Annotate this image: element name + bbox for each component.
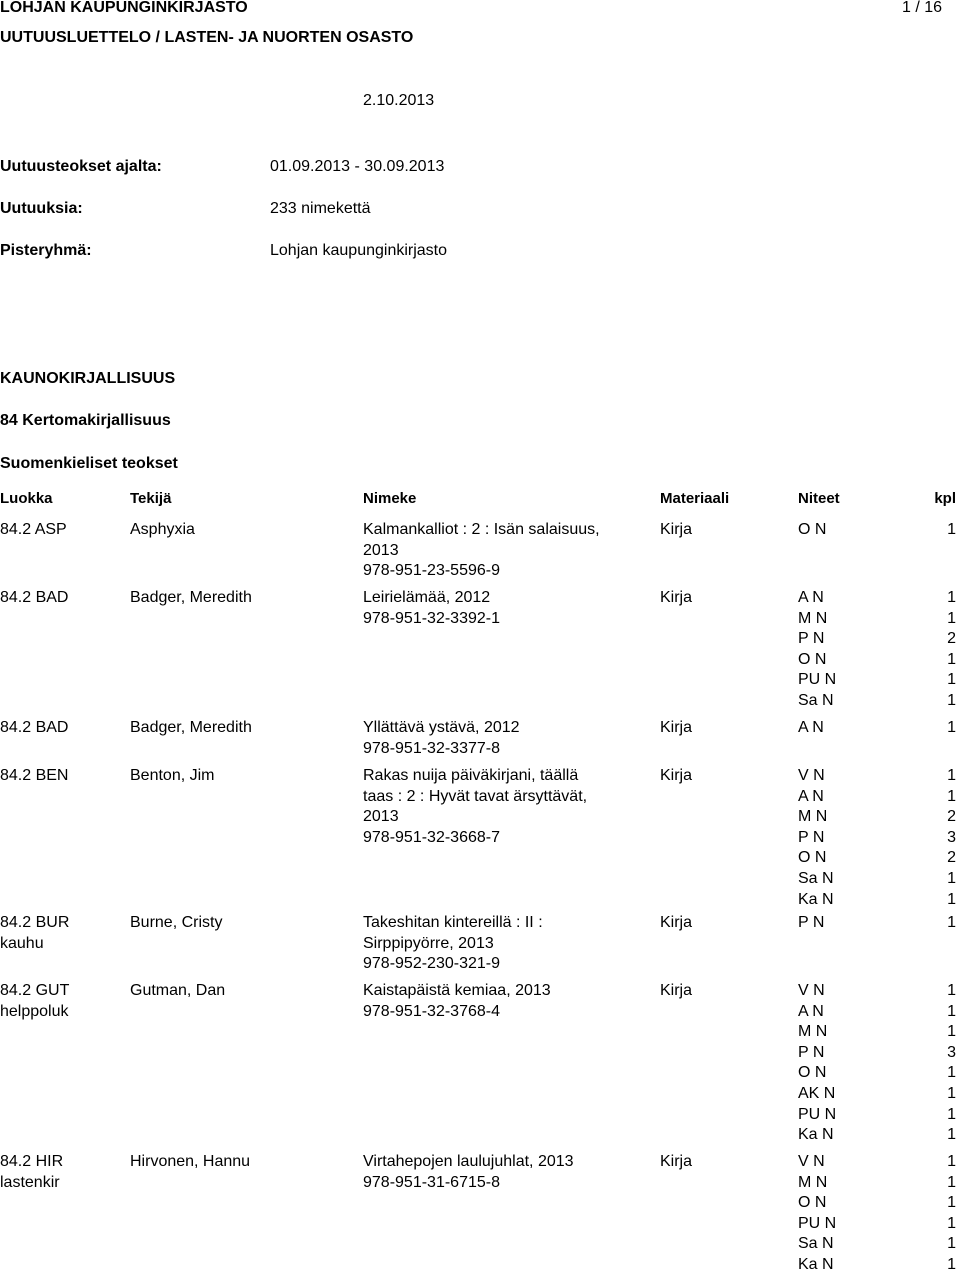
- record-copy-count: 1: [947, 1085, 956, 1102]
- record-copy-location: PU N: [798, 1105, 837, 1123]
- record-copy-location: V N: [798, 1153, 825, 1170]
- record-class: 84.2 BUR: [0, 914, 70, 931]
- record-class: helppoluk: [0, 1002, 69, 1020]
- column-header-niteet: Niteet: [798, 490, 840, 507]
- record-copy-count: 1: [947, 890, 956, 908]
- record-copy-count: 1: [947, 1023, 956, 1041]
- record-title-line: Kalmankalliot : 2 : Isän salaisuus,: [363, 521, 600, 538]
- language-heading: Suomenkieliset teokset: [0, 455, 178, 472]
- record-copy-location: Sa N: [798, 692, 834, 709]
- record-copy-count: 1: [947, 914, 956, 931]
- record-copy-count: 1: [947, 1235, 956, 1253]
- record-copy-location: P N: [798, 914, 825, 931]
- record-copy-location: Ka N: [798, 1126, 834, 1144]
- record-copy-count: 1: [947, 767, 956, 784]
- record-copy-location: Ka N: [798, 890, 834, 908]
- record-copy-location: P N: [798, 828, 825, 846]
- column-header-nimeke: Nimeke: [363, 490, 417, 507]
- record-copy-location: AK N: [798, 1085, 836, 1102]
- record-copy-location: Ka N: [798, 1256, 834, 1273]
- record-copy-count: 1: [947, 982, 956, 999]
- record-copy-location: O N: [798, 849, 827, 867]
- record-title-line: Leirielämää, 2012: [363, 589, 491, 606]
- record-copy-count: 2: [947, 808, 956, 826]
- record-copy-location: P N: [798, 630, 825, 648]
- record-class: lastenkir: [0, 1173, 60, 1191]
- record-title-line: Yllättävä ystävä, 2012: [363, 719, 520, 736]
- record-copy-location: Sa N: [798, 870, 834, 887]
- record-copy-count: 1: [947, 719, 956, 736]
- record-title-line: 978-951-32-3668-7: [363, 828, 500, 846]
- record-title-line: Virtahepojen laulujuhlat, 2013: [363, 1153, 574, 1170]
- record-copy-count: 3: [947, 1043, 956, 1061]
- record-title-line: 978-951-32-3768-4: [363, 1002, 500, 1020]
- catalog-subtitle: UUTUUSLUETTELO / LASTEN- JA NUORTEN OSASTO: [0, 29, 414, 46]
- record-copy-location: V N: [798, 767, 825, 784]
- record-copy-count: 3: [947, 828, 956, 846]
- record-class: 84.2 BEN: [0, 767, 69, 784]
- record-copy-count: 1: [947, 589, 956, 606]
- record-copy-location: A N: [798, 787, 824, 805]
- record-copy-count: 1: [947, 1064, 956, 1082]
- record-copy-count: 1: [947, 671, 956, 689]
- record-title-line: 2013: [363, 541, 399, 559]
- record-copy-location: PU N: [798, 1214, 837, 1232]
- record-class: 84.2 ASP: [0, 521, 67, 538]
- record-copy-location: PU N: [798, 671, 837, 689]
- record-copy-location: V N: [798, 982, 825, 999]
- record-copy-count: 1: [947, 1173, 956, 1191]
- record-copy-count: 1: [947, 1153, 956, 1170]
- record-title-line: taas : 2 : Hyvät tavat ärsyttävät,: [363, 787, 588, 805]
- record-copy-count: 1: [947, 1256, 956, 1273]
- period-value: 01.09.2013 - 30.09.2013: [270, 158, 445, 175]
- record-copy-count: 1: [947, 1002, 956, 1020]
- column-header-luokka: Luokka: [0, 490, 53, 507]
- record-class: 84.2 BAD: [0, 719, 69, 736]
- record-copy-count: 1: [947, 1214, 956, 1232]
- record-title-line: 978-952-230-321-9: [363, 955, 500, 973]
- record-copy-count: 2: [947, 849, 956, 867]
- record-title-line: Sirppipyörre, 2013: [363, 934, 494, 952]
- record-copy-location: P N: [798, 1043, 825, 1061]
- subcategory-heading: 84 Kertomakirjallisuus: [0, 412, 171, 429]
- page-number: 1 / 16: [901, 0, 942, 16]
- record-class: kauhu: [0, 934, 44, 952]
- category-heading: KAUNOKIRJALLISUUS: [0, 370, 176, 387]
- record-copy-count: 1: [947, 1194, 956, 1212]
- record-class: 84.2 BAD: [0, 589, 69, 606]
- record-author: Badger, Meredith: [130, 589, 252, 606]
- record-material: Kirja: [660, 982, 693, 999]
- record-copy-location: O N: [798, 650, 827, 668]
- column-header-materiaali: Materiaali: [660, 490, 730, 507]
- record-title-line: 978-951-23-5596-9: [363, 562, 500, 580]
- record-material: Kirja: [660, 589, 693, 606]
- count-value: 233 nimekettä: [270, 200, 371, 217]
- record-copy-count: 1: [947, 870, 956, 887]
- record-title-line: 978-951-32-3377-8: [363, 739, 500, 757]
- record-material: Kirja: [660, 521, 693, 538]
- report-date: 2.10.2013: [363, 92, 435, 109]
- record-title-line: Takeshitan kintereillä : II :: [363, 914, 543, 931]
- record-material: Kirja: [660, 719, 693, 736]
- record-copy-count: 1: [947, 650, 956, 668]
- record-copy-location: A N: [798, 589, 824, 606]
- count-label: Uutuuksia:: [0, 200, 83, 217]
- record-copy-location: A N: [798, 1002, 824, 1020]
- record-copy-count: 1: [947, 1105, 956, 1123]
- record-copy-location: M N: [798, 609, 828, 627]
- column-header-tekija: Tekijä: [130, 490, 172, 507]
- record-author: Gutman, Dan: [130, 982, 226, 999]
- record-title-line: 978-951-32-3392-1: [363, 609, 500, 627]
- record-copy-location: M N: [798, 808, 828, 826]
- record-copy-count: 2: [947, 630, 956, 648]
- record-title-line: Rakas nuija päiväkirjani, täällä: [363, 767, 579, 784]
- record-material: Kirja: [660, 914, 693, 931]
- group-value: Lohjan kaupunginkirjasto: [270, 242, 448, 259]
- record-copy-count: 1: [947, 692, 956, 709]
- record-class: 84.2 HIR: [0, 1153, 64, 1170]
- record-title-line: 978-951-31-6715-8: [363, 1173, 500, 1191]
- record-class: 84.2 GUT: [0, 982, 70, 999]
- record-author: Benton, Jim: [130, 767, 215, 784]
- record-copy-count: 1: [947, 521, 956, 538]
- record-copy-location: M N: [798, 1023, 828, 1041]
- record-material: Kirja: [660, 1153, 693, 1170]
- library-name: LOHJAN KAUPUNGINKIRJASTO: [0, 0, 248, 16]
- record-copy-location: O N: [798, 1064, 827, 1082]
- record-copy-location: O N: [798, 1194, 827, 1212]
- record-copy-location: M N: [798, 1173, 828, 1191]
- group-label: Pisteryhmä:: [0, 242, 92, 259]
- record-author: Badger, Meredith: [130, 719, 252, 736]
- record-author: Asphyxia: [130, 521, 195, 538]
- record-copy-count: 1: [947, 787, 956, 805]
- record-copy-count: 1: [947, 1126, 956, 1144]
- record-copy-location: O N: [798, 521, 827, 538]
- column-header-kpl: kpl: [934, 490, 956, 507]
- record-author: Hirvonen, Hannu: [130, 1153, 251, 1170]
- record-copy-location: Sa N: [798, 1235, 834, 1253]
- record-title-line: 2013: [363, 808, 399, 826]
- record-title-line: Kaistapäistä kemiaa, 2013: [363, 982, 551, 999]
- record-author: Burne, Cristy: [130, 914, 223, 931]
- record-material: Kirja: [660, 767, 693, 784]
- period-label: Uutuusteokset ajalta:: [0, 158, 162, 175]
- record-copy-location: A N: [798, 719, 824, 736]
- record-copy-count: 1: [947, 609, 956, 627]
